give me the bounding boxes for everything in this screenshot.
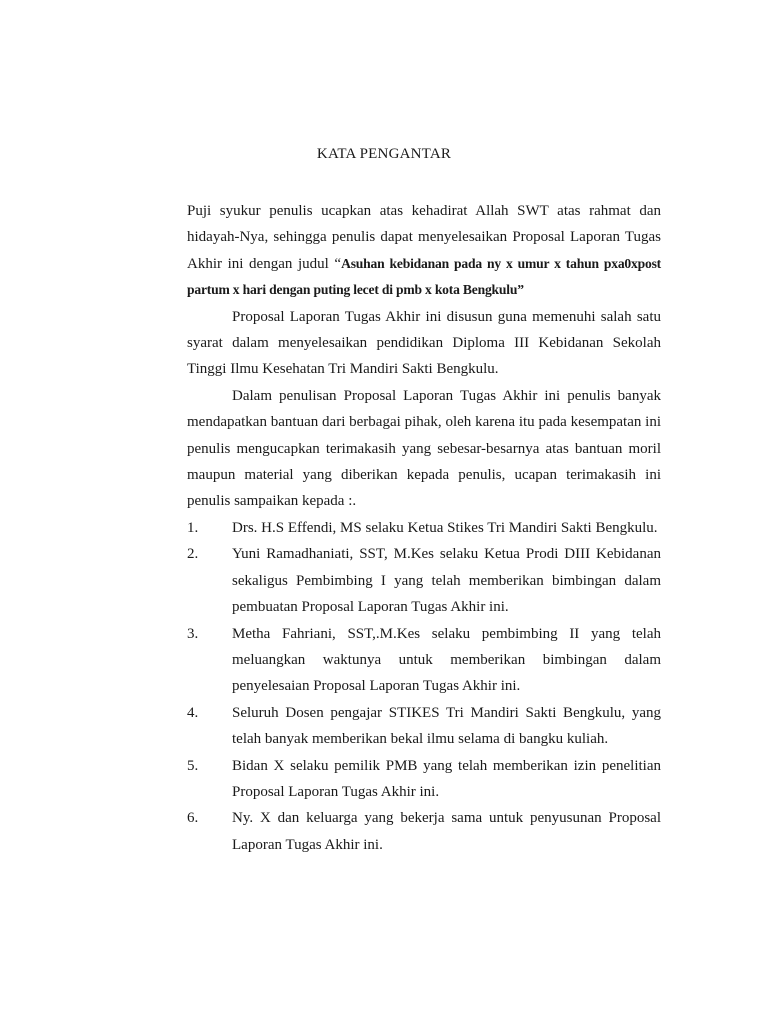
list-text: Drs. H.S Effendi, MS selaku Ketua Stikes Tri Mandiri Sakti Bengkulu. [232, 519, 658, 536]
list-item [187, 515, 661, 541]
list-item [187, 700, 661, 753]
list-number: 6. [187, 810, 199, 827]
list-number: 1. [187, 519, 199, 536]
list-number: 3. [187, 625, 199, 642]
list-item [187, 541, 661, 620]
document-body [187, 198, 661, 858]
list-number: 5. [187, 757, 199, 774]
acknowledgement-list [187, 515, 661, 858]
list-text: Bidan X selaku pemilik PMB yang telah memberikan izin penelitian Proposal Laporan Tugas Akhir ini. [232, 757, 661, 800]
paragraph-opening-text: Puji syukur penulis ucapkan atas kehadirat Allah SWT atas rahmat dan hidayah-Nya, sehingga penulis dapat menyelesaikan Proposal Laporan Tugas Akhir ini dengan judul “ [187, 203, 661, 272]
paragraph-acknowledgement: Dalam penulisan Proposal Laporan Tugas Akhir ini penulis banyak mendapatkan bantuan dari berbagai pihak, oleh karena itu pada kesempatan ini penulis mengucapkan terimakasih yang sebesar-besarnya atas bantuan moril maupun material yang diberikan kepada penulis, ucapan terimakasih ini penulis sampaikan kepada :. [187, 387, 661, 510]
list-number: 4. [187, 704, 199, 721]
list-text: Yuni Ramadhaniati, SST, M.Kes selaku Ketua Prodi DIII Kebidanan sekaligus Pembimbing I yang telah memberikan bimbingan dalam pembuatan Proposal Laporan Tugas Akhir ini. [232, 546, 661, 616]
list-number: 2. [187, 546, 199, 563]
paragraph-purpose: Proposal Laporan Tugas Akhir ini disusun guna memenuhi salah satu syarat dalam menyelesaikan pendidikan Diploma III Kebidanan Sekolah Tinggi Ilmu Kesehatan Tri Mandiri Sakti Bengkulu. [187, 308, 661, 378]
paragraph-opening [187, 198, 661, 304]
list-item [187, 753, 661, 806]
list-text: Metha Fahriani, SST,.M.Kes selaku pembimbing II yang telah meluangkan waktunya untuk memberikan bimbingan dalam penyelesaian Proposal Laporan Tugas Akhir ini. [232, 625, 661, 695]
list-item [187, 805, 661, 858]
list-text: Seluruh Dosen pengajar STIKES Tri Mandiri Sakti Bengkulu, yang telah banyak memberikan bekal ilmu selama di bangku kuliah. [232, 704, 661, 748]
list-item [187, 621, 661, 700]
proposal-title: Asuhan kebidanan pada ny x umur x tahun pxa0xpost partum x hari dengan puting lecet di pmb x kota Bengkulu” [187, 255, 661, 298]
page-title: KATA PENGANTAR [316, 146, 452, 162]
list-text: Ny. X dan keluarga yang bekerja sama untuk penyusunan Proposal Laporan Tugas Akhir ini. [232, 810, 661, 853]
